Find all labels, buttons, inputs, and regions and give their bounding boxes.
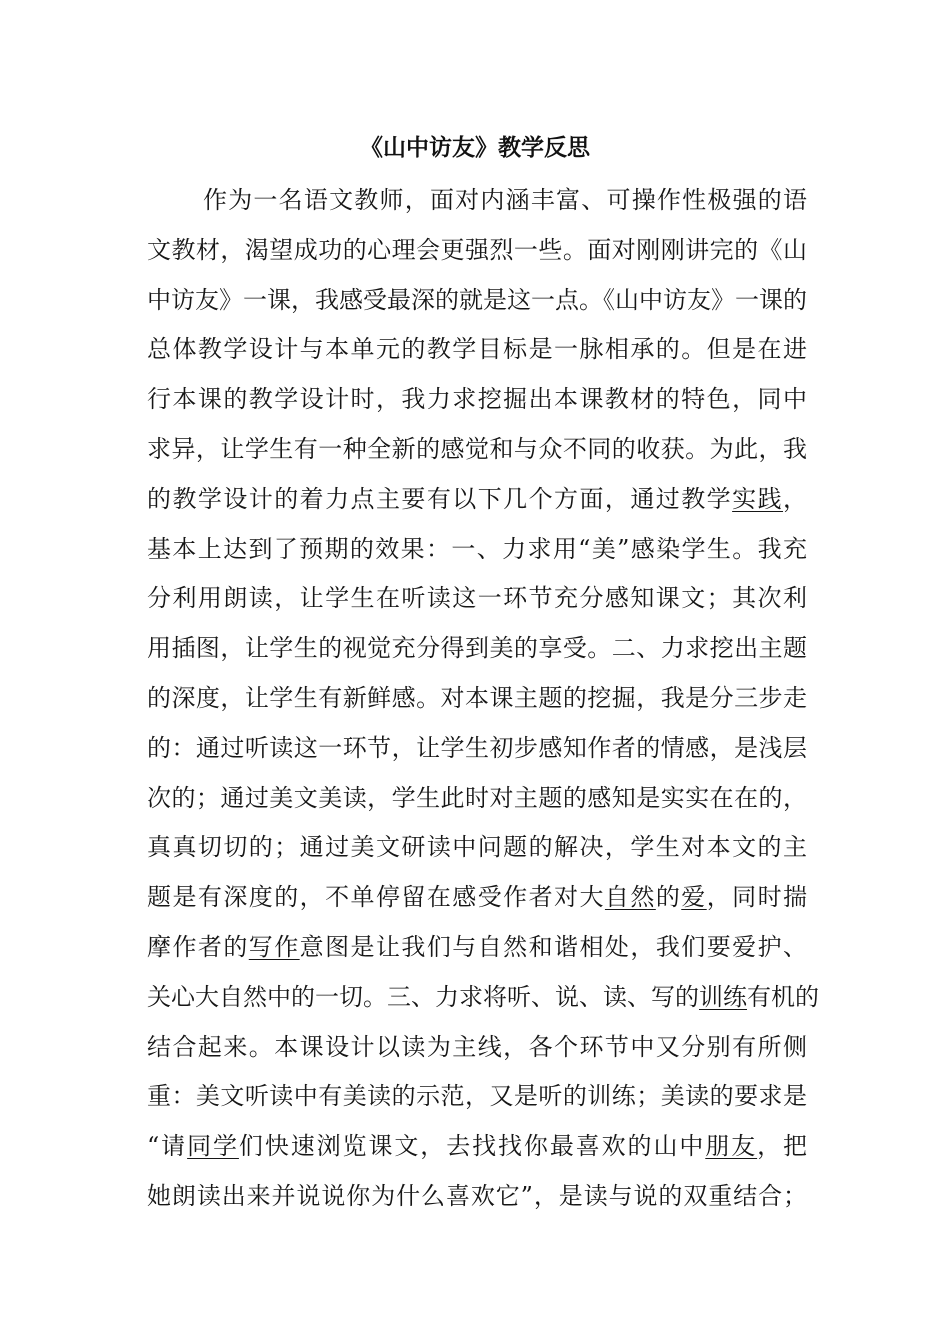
underlined-term: 写作: [248, 932, 300, 961]
underlined-term: 爱: [681, 883, 707, 912]
text-run: 的深度，让学生有新鲜感。对本课主题的挖掘，我是分三步走: [147, 683, 807, 712]
underlined-term: 自然: [604, 883, 656, 912]
text-run: 重：美文听读中有美读的示范，又是听的训练；美读的要求是: [147, 1082, 807, 1111]
text-run: ，: [783, 484, 808, 513]
text-run: 中访友》一课，我感受最深的就是这一点。《山中访友》一课的: [147, 285, 807, 314]
paragraph-line: [147, 1078, 807, 1128]
text-run: 她朗读出来并说说你为什么喜欢它”，是读与说的双重结合；: [147, 1181, 807, 1210]
text-run: 摩作者的: [147, 932, 249, 961]
text-run: 意图是让我们与自然和谐相处，我们要爱护、: [299, 932, 808, 961]
paragraph-line: [147, 1178, 807, 1228]
paragraph-line: [147, 1128, 807, 1178]
text-run: 有机的: [747, 982, 819, 1011]
paragraph-line: [147, 331, 807, 381]
paragraph-line: [147, 979, 819, 1029]
paragraph-line: [147, 580, 807, 630]
text-run: 基本上达到了预期的效果：一、力求用“美”感染学生。我充: [147, 534, 807, 563]
document-body: [147, 182, 819, 1228]
paragraph-line: [147, 630, 807, 680]
text-run: 总体教学设计与本单元的教学目标是一脉相承的。但是在进: [147, 335, 807, 364]
underlined-term: 朋友: [705, 1132, 758, 1161]
document-title: 《山中访友》教学反思: [360, 135, 590, 161]
text-run: “请: [147, 1132, 188, 1161]
text-run: 关心大自然中的一切。三、力求将听、说、读、写的: [147, 982, 699, 1011]
paragraph-line: [147, 829, 807, 879]
paragraph-line: [147, 431, 807, 481]
text-run: 题是有深度的，不单停留在感受作者对大: [147, 883, 605, 912]
underlined-term: 训练: [699, 982, 747, 1011]
paragraph-line: [147, 381, 807, 431]
text-run: ，同时揣: [706, 883, 808, 912]
text-run: 们快速浏览课文，去找找你最喜欢的山中: [238, 1132, 706, 1161]
text-run: ，把: [757, 1132, 808, 1161]
paragraph-line: [147, 730, 807, 780]
paragraph-line: [147, 780, 807, 830]
text-run: 的教学设计的着力点主要有以下几个方面，通过教学: [147, 484, 733, 513]
paragraph-line: [147, 182, 807, 232]
text-run: 真真切切的；通过美文研读中问题的解决，学生对本文的主: [147, 833, 807, 862]
paragraph-line: [147, 282, 807, 332]
paragraph-line: [147, 1029, 807, 1079]
text-run: 作为一名语文教师，面对内涵丰富、可操作性极强的语: [203, 186, 807, 214]
text-run: 次的；通过美文美读，学生此时对主题的感知是实实在在的，: [147, 783, 807, 812]
paragraph-line: [147, 481, 807, 531]
underlined-term: 实践: [732, 484, 784, 513]
underlined-term: 同学: [187, 1132, 239, 1161]
text-run: 的：通过听读这一环节，让学生初步感知作者的情感，是浅层: [147, 733, 807, 762]
paragraph-line: [147, 531, 807, 581]
text-run: 用插图，让学生的视觉充分得到美的享受。二、力求挖出主题: [147, 634, 807, 663]
text-run: 结合起来。本课设计以读为主线，各个环节中又分别有所侧: [147, 1032, 807, 1061]
paragraph-line: [147, 929, 807, 979]
paragraph-line: [147, 232, 807, 282]
paragraph-line: [147, 879, 807, 929]
paragraph-line: [147, 680, 807, 730]
text-run: 分利用朗读，让学生在听读这一环节充分感知课文；其次利: [147, 584, 807, 613]
text-run: 的: [655, 883, 682, 912]
text-run: 求异，让学生有一种全新的感觉和与众不同的收获。为此，我: [147, 434, 807, 463]
text-run: 文教材，渴望成功的心理会更强烈一些。面对刚刚讲完的《山: [147, 235, 807, 264]
text-run: 行本课的教学设计时，我力求挖掘出本课教材的特色，同中: [147, 385, 807, 414]
